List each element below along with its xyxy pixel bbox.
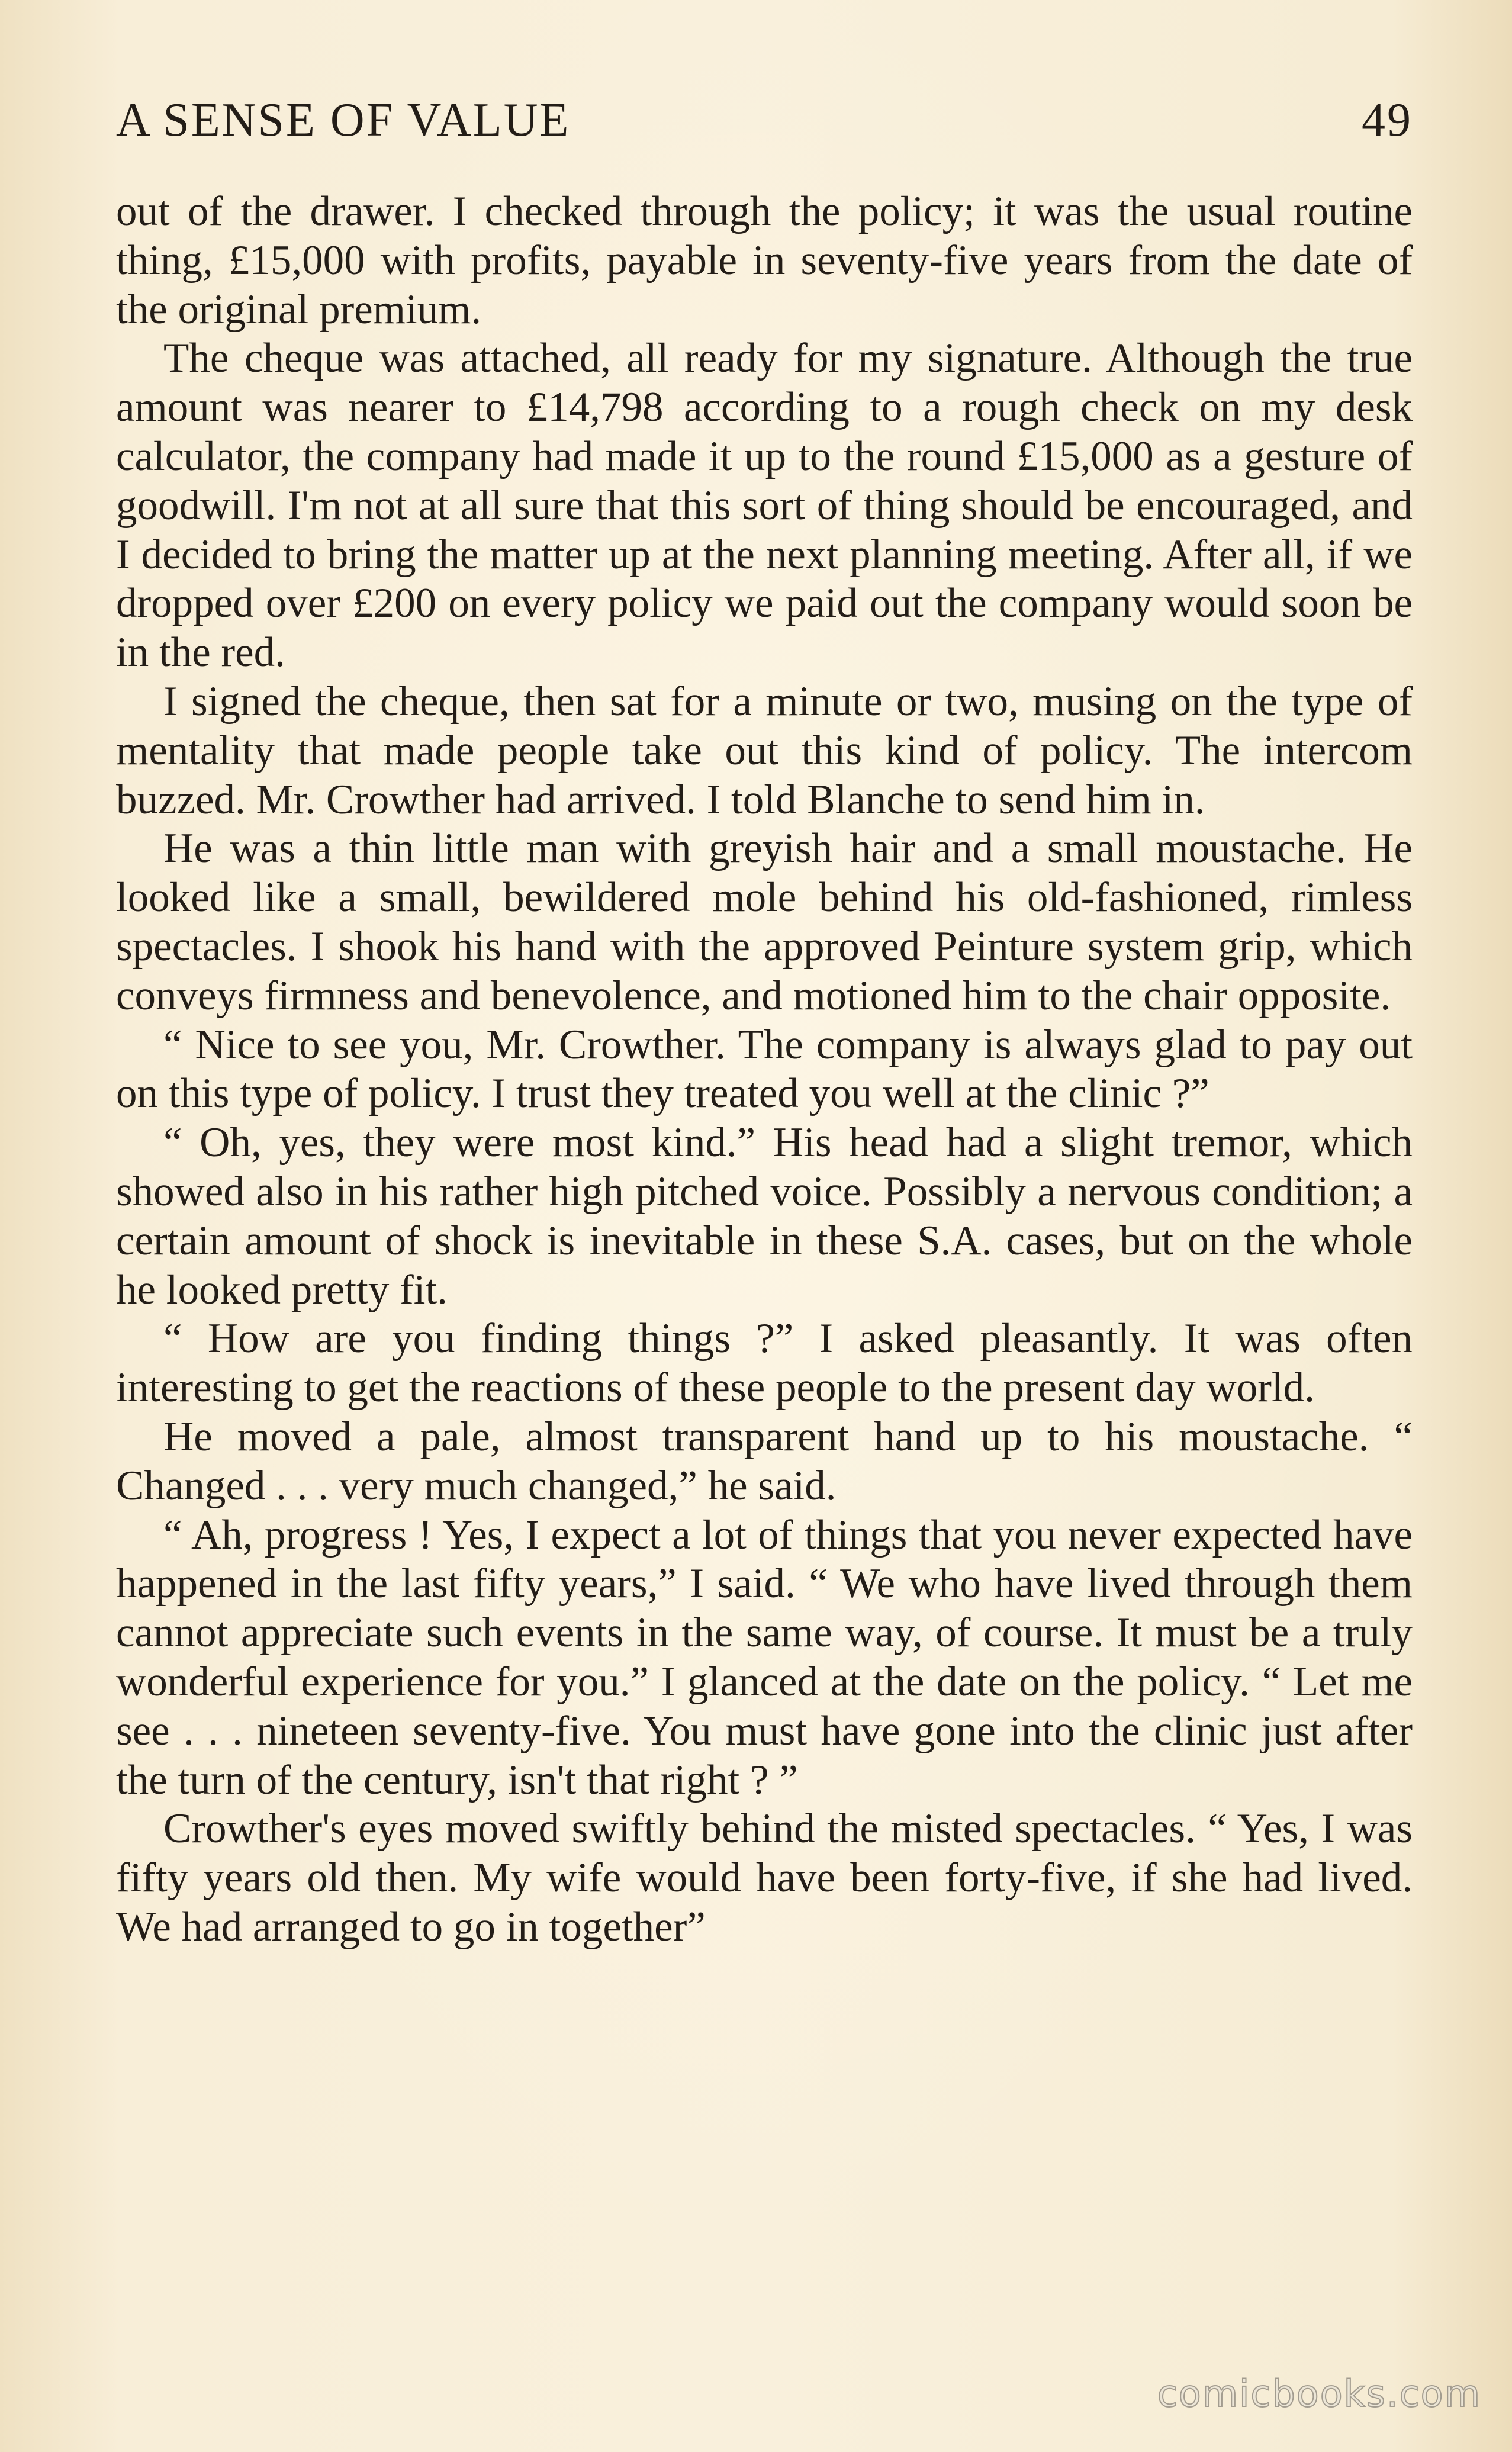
body-text bbox=[116, 187, 1413, 1952]
paragraph: Crowther's eyes moved swiftly behind the misted spectacles. “ Yes, I was fifty years old then. My wife would have been forty-five, if she had lived. We had arranged to go in together” bbox=[116, 1806, 1413, 1950]
paragraph: He was a thin little man with greyish hair and a small moustache. He looked like a small, bewildered mole behind his old-fashioned, rimless spectacles. I shook his hand with the approved Peinture system grip, which conveys firmness and benevolence, and motioned him to the chair opposite. bbox=[116, 825, 1413, 1019]
page-number: 49 bbox=[1362, 94, 1413, 146]
paragraph: “ Ah, progress ! Yes, I expect a lot of things that you never expected have happened in the last fifty years,” I said. “ We who have lived through them cannot appreciate such events in the same way, of course. It must be a truly wonderful experience for you.” I glanced at the date on the policy. “ Let me see . . . nineteen seventy-five. You must have gone into the clinic just after the turn of the century, isn't that right ? ” bbox=[116, 1511, 1413, 1803]
running-head bbox=[116, 88, 1413, 153]
paragraph: “ Oh, yes, they were most kind.” His head had a slight tremor, which showed also in his rather high pitched voice. Possibly a nervous condition; a certain amount of shock is inevitable in these S.A. cases, but on the whole he looked pretty fit. bbox=[116, 1119, 1413, 1313]
site-watermark: comicbooks.com bbox=[1157, 2372, 1481, 2415]
paragraph: out of the drawer. I checked through the policy; it was the usual routine thing, £15,000 with profits, payable in seventy-five years from the date of the original premium. bbox=[116, 188, 1413, 333]
running-title: A SENSE OF VALUE bbox=[116, 94, 571, 146]
paragraph: He moved a pale, almost transparent hand up to his moustache. “ Changed . . . very much changed,” he said. bbox=[116, 1413, 1413, 1509]
paragraph: “ How are you finding things ?” I asked pleasantly. It was often interesting to get the reactions of these people to the present day world. bbox=[116, 1315, 1413, 1411]
paragraph: “ Nice to see you, Mr. Crowther. The company is always glad to pay out on this type of policy. I trust they treated you well at the clinic ?” bbox=[116, 1021, 1413, 1117]
paragraph: I signed the cheque, then sat for a minute or two, musing on the type of mentality that made people take out this kind of policy. The intercom buzzed. Mr. Crowther had arrived. I told Blanche to send him in. bbox=[116, 678, 1413, 823]
paragraph: The cheque was attached, all ready for my signature. Although the true amount was nearer to £14,798 according to a rough check on my desk calculator, the company had made it up to the round £15,000 as a gesture of goodwill. I'm not at all sure that this sort of thing should be encouraged, and I decided to bring the matter up at the next planning meeting. After all, if we dropped over £200 on every policy we paid out the company would soon be in the red. bbox=[116, 335, 1413, 676]
